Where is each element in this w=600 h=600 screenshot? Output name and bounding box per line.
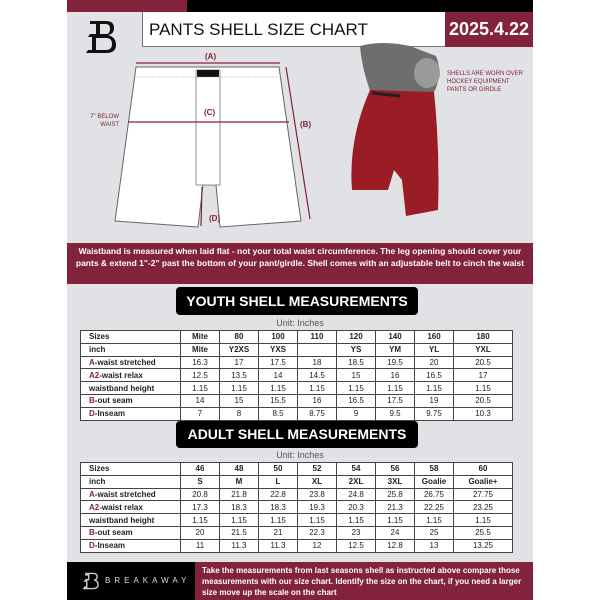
table-cell: 7 [181, 407, 220, 420]
label-a: (A) [205, 52, 217, 61]
below-waist-note: 7" BELOW WAIST [90, 114, 119, 128]
table-row [81, 394, 513, 407]
measure-name: -out seam [94, 528, 133, 538]
table-cell: 50 [259, 463, 298, 476]
table-cell: 16 [298, 394, 337, 407]
table-cell: YS [337, 343, 376, 356]
measure-code: D [89, 409, 95, 419]
table-cell: 1.15 [259, 514, 298, 527]
top-accent-bar [67, 0, 187, 12]
table-cell: 9.75 [415, 407, 454, 420]
table-cell: 1.15 [298, 514, 337, 527]
table-cell: 15 [337, 369, 376, 382]
table-cell: YXS [259, 343, 298, 356]
measure-code: D [89, 541, 95, 551]
table-cell: 13 [415, 539, 454, 552]
table-cell: 13.25 [454, 539, 513, 552]
table-cell: 9 [337, 407, 376, 420]
table-cell: 20 [181, 526, 220, 539]
measure-code: A2 [89, 502, 100, 512]
table-cell: 1.15 [181, 382, 220, 395]
table-cell: 1.15 [181, 514, 220, 527]
measure-name: -Inseam [94, 409, 126, 419]
table-row [81, 526, 513, 539]
table-cell: 26.75 [415, 488, 454, 501]
table-cell: 58 [415, 463, 454, 476]
table-cell: 19.5 [376, 356, 415, 369]
table-cell: 1.15 [415, 514, 454, 527]
table-cell: 20.5 [454, 356, 513, 369]
row-label [81, 501, 181, 514]
table-cell: 16.3 [181, 356, 220, 369]
table-cell: 120 [337, 331, 376, 344]
row-label [81, 407, 181, 420]
page-title: PANTS SHELL SIZE CHART [149, 20, 368, 39]
table-row [81, 463, 513, 476]
table-cell: 160 [415, 331, 454, 344]
size-chart-page [67, 0, 533, 600]
table-cell: 24 [376, 526, 415, 539]
table-cell: YXL [454, 343, 513, 356]
table-cell: 18 [298, 356, 337, 369]
pants-diagram [67, 45, 327, 245]
adult-unit-label: Unit: Inches [276, 450, 324, 460]
table-row [81, 407, 513, 420]
table-cell: 13.5 [220, 369, 259, 382]
table-cell: 15.5 [259, 394, 298, 407]
table-cell: 17.3 [181, 501, 220, 514]
table-cell: 14 [259, 369, 298, 382]
table-cell: 18.5 [337, 356, 376, 369]
table-cell: Goalie [415, 475, 454, 488]
table-cell: 140 [376, 331, 415, 344]
measure-name: -waist relax [99, 502, 143, 512]
table-cell: 16.5 [337, 394, 376, 407]
table-cell: 14.5 [298, 369, 337, 382]
table-cell: 17 [220, 356, 259, 369]
measurement-info-band: Waistband is measured when laid flat - not your total waist circumference. The leg opening should cover your pants & extend 1"-2" past the bottom of your pant/girdle. Shell comes with an adjustable belt to cinch the waist [67, 243, 533, 284]
footer-instructions: Take the measurements from last seasons shell as instructed above compare those measurements with our size chart. Identify the size on the chart, if you need a larger size move up the scale on the chart [195, 562, 533, 600]
table-cell: 12.5 [337, 539, 376, 552]
table-cell: 17.5 [376, 394, 415, 407]
measure-name: -waist stretched [94, 357, 156, 367]
measure-code: B [89, 528, 95, 538]
table-cell: 110 [298, 331, 337, 344]
row-label [81, 539, 181, 552]
table-cell: 1.15 [415, 382, 454, 395]
table-cell: 12.5 [181, 369, 220, 382]
table-cell: Mite [181, 343, 220, 356]
row-label: Sizes [81, 331, 181, 344]
table-cell: 60 [454, 463, 513, 476]
measure-name: -waist stretched [94, 489, 156, 499]
table-cell: 3XL [376, 475, 415, 488]
row-label: inch [81, 343, 181, 356]
table-cell: S [181, 475, 220, 488]
table-cell: Mite [181, 331, 220, 344]
table-cell: 21.3 [376, 501, 415, 514]
table-cell: 23.25 [454, 501, 513, 514]
table-cell: Goalie+ [454, 475, 513, 488]
table-cell: 52 [298, 463, 337, 476]
table-cell: 12.8 [376, 539, 415, 552]
table-cell: 100 [259, 331, 298, 344]
table-cell: 12 [298, 539, 337, 552]
table-cell: 56 [376, 463, 415, 476]
table-row [81, 331, 513, 344]
table-cell: 180 [454, 331, 513, 344]
row-label [81, 369, 181, 382]
table-cell: 1.15 [454, 382, 513, 395]
table-cell: 54 [337, 463, 376, 476]
table-cell: YM [376, 343, 415, 356]
table-cell: 15 [220, 394, 259, 407]
table-cell: 22.25 [415, 501, 454, 514]
table-cell: 23.8 [298, 488, 337, 501]
pants-photo [332, 40, 442, 230]
table-cell: 8.5 [259, 407, 298, 420]
table-row [81, 488, 513, 501]
table-cell: 1.15 [337, 382, 376, 395]
table-cell: Y2XS [220, 343, 259, 356]
table-cell: 22.3 [298, 526, 337, 539]
row-label: inch [81, 475, 181, 488]
row-label [81, 356, 181, 369]
table-cell: 22.8 [259, 488, 298, 501]
table-cell: L [259, 475, 298, 488]
measure-code: A2 [89, 370, 100, 380]
table-cell: 2XL [337, 475, 376, 488]
measure-code: A [89, 489, 95, 499]
table-cell: 48 [220, 463, 259, 476]
table-cell: 23 [337, 526, 376, 539]
table-cell: 17 [454, 369, 513, 382]
table-cell: 27.75 [454, 488, 513, 501]
table-cell: 11 [181, 539, 220, 552]
youth-section-title: YOUTH SHELL MEASUREMENTS [186, 293, 408, 309]
measure-name: -Inseam [94, 541, 126, 551]
table-cell: 1.15 [298, 382, 337, 395]
adult-section-title: ADULT SHELL MEASUREMENTS [187, 426, 407, 442]
table-cell: 25.5 [454, 526, 513, 539]
table-cell: 25.8 [376, 488, 415, 501]
table-cell: 1.15 [454, 514, 513, 527]
table-cell: 1.15 [376, 382, 415, 395]
table-row [81, 514, 513, 527]
table-cell: 24.8 [337, 488, 376, 501]
table-cell: 16 [376, 369, 415, 382]
table-cell: 20 [415, 356, 454, 369]
table-cell: 21.5 [220, 526, 259, 539]
table-cell: 14 [181, 394, 220, 407]
table-cell: 8.75 [298, 407, 337, 420]
table-cell: 80 [220, 331, 259, 344]
table-cell: XL [298, 475, 337, 488]
table-cell: 21.8 [220, 488, 259, 501]
measure-name: -waist relax [99, 370, 143, 380]
table-cell: 11.3 [259, 539, 298, 552]
adult-size-table [80, 462, 513, 553]
row-label: Sizes [81, 463, 181, 476]
label-b: (B) [300, 120, 312, 129]
table-cell: 16.5 [415, 369, 454, 382]
table-cell: YL [415, 343, 454, 356]
table-cell: 1.15 [376, 514, 415, 527]
date-badge: 2025.4.22 [445, 12, 533, 47]
table-cell: 18.3 [259, 501, 298, 514]
top-black-bar [187, 0, 533, 12]
measure-code: A [89, 357, 95, 367]
table-cell: 1.15 [337, 514, 376, 527]
table-cell: 25 [415, 526, 454, 539]
table-row [81, 501, 513, 514]
table-cell: 20.3 [337, 501, 376, 514]
label-d: (D) [209, 214, 221, 223]
youth-unit-label: Unit: Inches [276, 318, 324, 328]
table-row [81, 382, 513, 395]
shell-worn-note: SHELLS ARE WORN OVER HOCKEY EQUIPMENT PANTS OR GIRDLE [447, 71, 524, 93]
table-cell: 19.3 [298, 501, 337, 514]
table-cell: 18.3 [220, 501, 259, 514]
row-label: waistband height [81, 514, 181, 527]
row-label [81, 488, 181, 501]
table-cell: M [220, 475, 259, 488]
table-row [81, 475, 513, 488]
row-label: waistband height [81, 382, 181, 395]
table-cell: 17.5 [259, 356, 298, 369]
table-cell: 8 [220, 407, 259, 420]
measure-name: -out seam [94, 396, 133, 406]
table-cell: 46 [181, 463, 220, 476]
table-cell: 11.3 [220, 539, 259, 552]
row-label [81, 526, 181, 539]
table-row [81, 343, 513, 356]
table-cell: 1.15 [220, 514, 259, 527]
row-label [81, 394, 181, 407]
table-row [81, 356, 513, 369]
brand-name: BREAKAWAY [105, 576, 191, 585]
measure-code: B [89, 396, 95, 406]
table-cell: 20.5 [454, 394, 513, 407]
footer-logo [83, 570, 99, 592]
table-cell: 9.5 [376, 407, 415, 420]
table-cell: 21 [259, 526, 298, 539]
table-cell: 1.15 [259, 382, 298, 395]
table-row [81, 369, 513, 382]
label-c: (C) [204, 108, 216, 117]
youth-size-table [80, 330, 513, 421]
table-cell: 19 [415, 394, 454, 407]
table-cell: 10.3 [454, 407, 513, 420]
table-row [81, 539, 513, 552]
table-cell: 20.8 [181, 488, 220, 501]
table-cell: 1.15 [220, 382, 259, 395]
table-cell [298, 343, 337, 356]
